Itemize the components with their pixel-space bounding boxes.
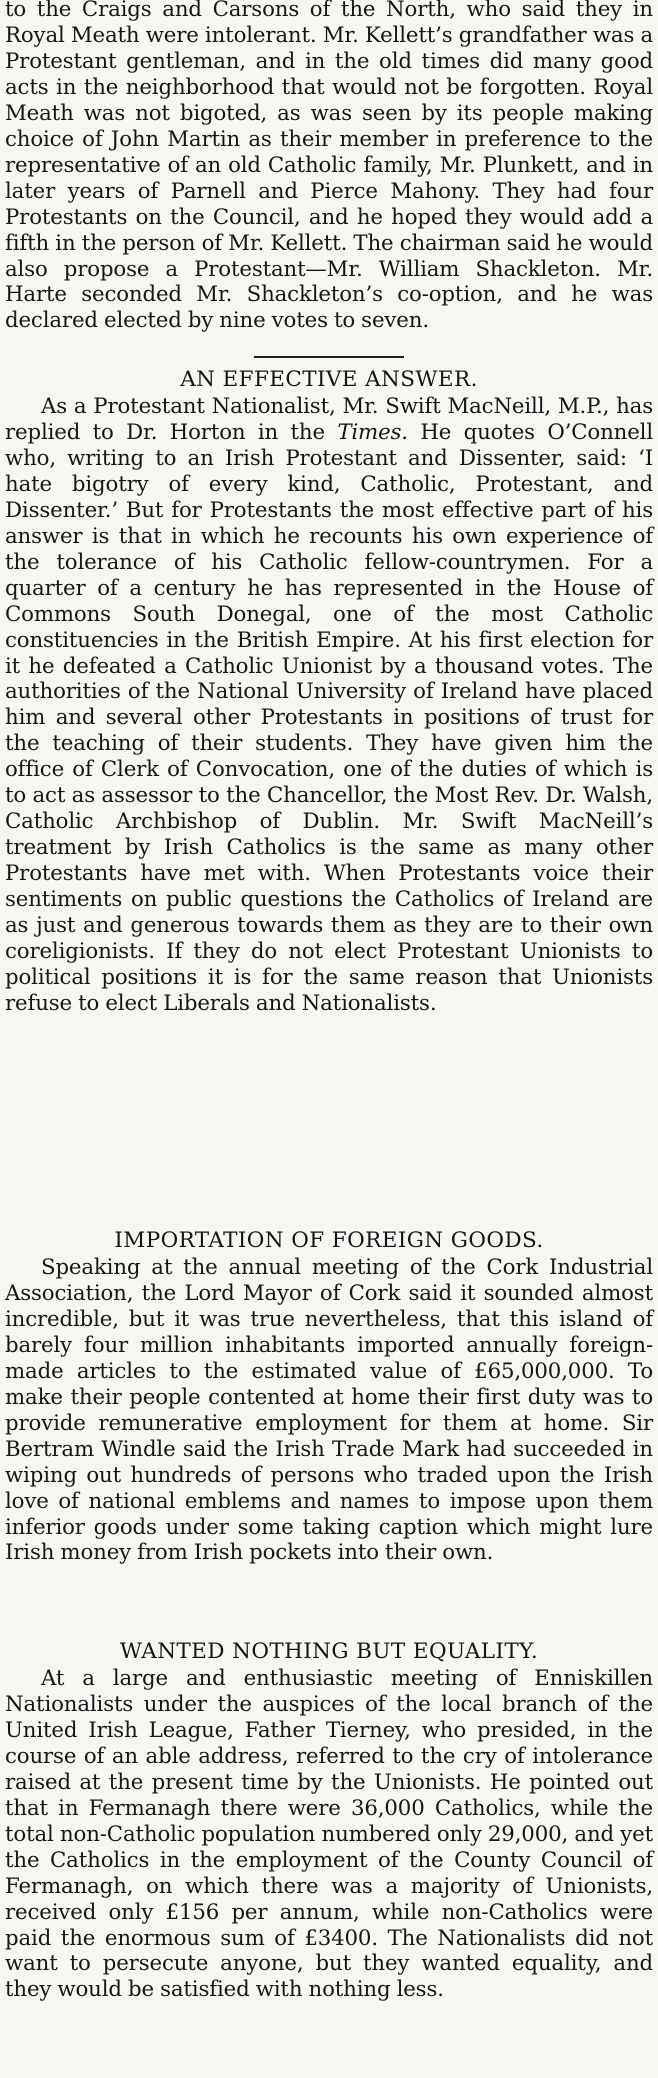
- effective-answer-paragraph: [5, 394, 653, 1017]
- effective-answer-text-start: As a Protestant Nationalist, Mr. Swift MacNeill, M.P., has replied to Dr. Horton in the: [5, 394, 653, 445]
- heading-wanted-nothing-but-equality: WANTED NOTHING BUT EQUALITY.: [119, 1639, 539, 1664]
- heading-effective-answer: AN EFFECTIVE ANSWER.: [180, 367, 478, 392]
- foreign-goods-paragraph: Speaking at the annual meeting of the Cork Industrial Association, the Lord Mayor of Cork said it sounded almost incredible, but it was true nevertheless, that this island of barely four million inhabitants imported annually foreign-made articles to the estimated value of £65,000,000. To make their people contented at home their first duty was to provide remunerative employment for them at home. Sir Bertram Windle said the Irish Trade Mark had succeeded in wiping out hundreds of persons who traded upon the Irish love of national emblems and names to impose upon them inferior goods under some taking caption which might lure Irish money from Irish pockets into their own.: [5, 1255, 653, 1566]
- section-divider-rule: [254, 356, 404, 358]
- effective-answer-text-rest: He quotes O’Connell who, writing to an Irish Protestant and Dissenter, said: ‘I hate bigotry of every kind, Catholic, Protestant, and Dissenter.’ But for Protestants the most effective part of his answer is that in which he recounts his own experience of the tolerance of his Catholic fellow-countrymen. For a quarter of a century he has represented in the House of Commons South Donegal, one of the most Catholic constituencies in the British Empire. At his first election for it he defeated a Catholic Unionist by a thousand votes. The authorities of the National University of Ireland have placed him and several other Protestants in positions of trust for the teaching of their students. They have given him the office of Clerk of Convocation, one of the duties of which is to act as assessor to the Chancellor, the Most Rev. Dr. Walsh, Catholic Archbishop of Dublin. Mr. Swift MacNeill’s treatment by Irish Catholics is the same as many other Protestants have met with. When Protestants voice their sentiments on public questions the Catholics of Ireland are as just and generous towards them as they are to their own coreligionists. If they do not elect Protestant Unionists to political positions it is for the same reason that Unionists refuse to elect Liberals and Nationalists.: [5, 419, 653, 1016]
- heading-importation-foreign-goods: IMPORTATION OF FOREIGN GOODS.: [114, 1228, 544, 1253]
- times-newspaper-title: Times.: [337, 419, 408, 445]
- kellett-cooption-paragraph: to the Craigs and Carsons of the North, who said they in Royal Meath were intolerant. Mr. Kellett’s grandfather was a Protestant gentleman, and in the old times did many good acts in the neighborhood that would not be forgotten. Royal Meath was not bigoted, as was seen by its people making choice of John Martin as their member in preference to the representative of an old Catholic family, Mr. Plunkett, and in later years of Parnell and Pierce Mahony. They had four Protestants on the Council, and he hoped they would add a fifth in the person of Mr. Kellett. The chairman said he would also propose a Protestant—Mr. William Shackleton. Mr. Harte seconded Mr. Shackleton’s co-option, and he was declared elected by nine votes to seven.: [5, 0, 653, 334]
- equality-paragraph: At a large and enthusiastic meeting of Enniskillen Nationalists under the auspices of the local branch of the United Irish League, Father Tierney, who presided, in the course of an able address, referred to the cry of intolerance raised at the present time by the Unionists. He pointed out that in Fermanagh there were 36,000 Catholics, while the total non-Catholic population numbered only 29,000, and yet the Catholics in the employment of the County Council of Fermanagh, on which there was a majority of Unionists, received only £156 per annum, while non-Catholics were paid the enormous sum of £3400. The Nationalists did not want to persecute anyone, but they wanted equality, and they would be satisfied with nothing less.: [5, 1666, 653, 2003]
